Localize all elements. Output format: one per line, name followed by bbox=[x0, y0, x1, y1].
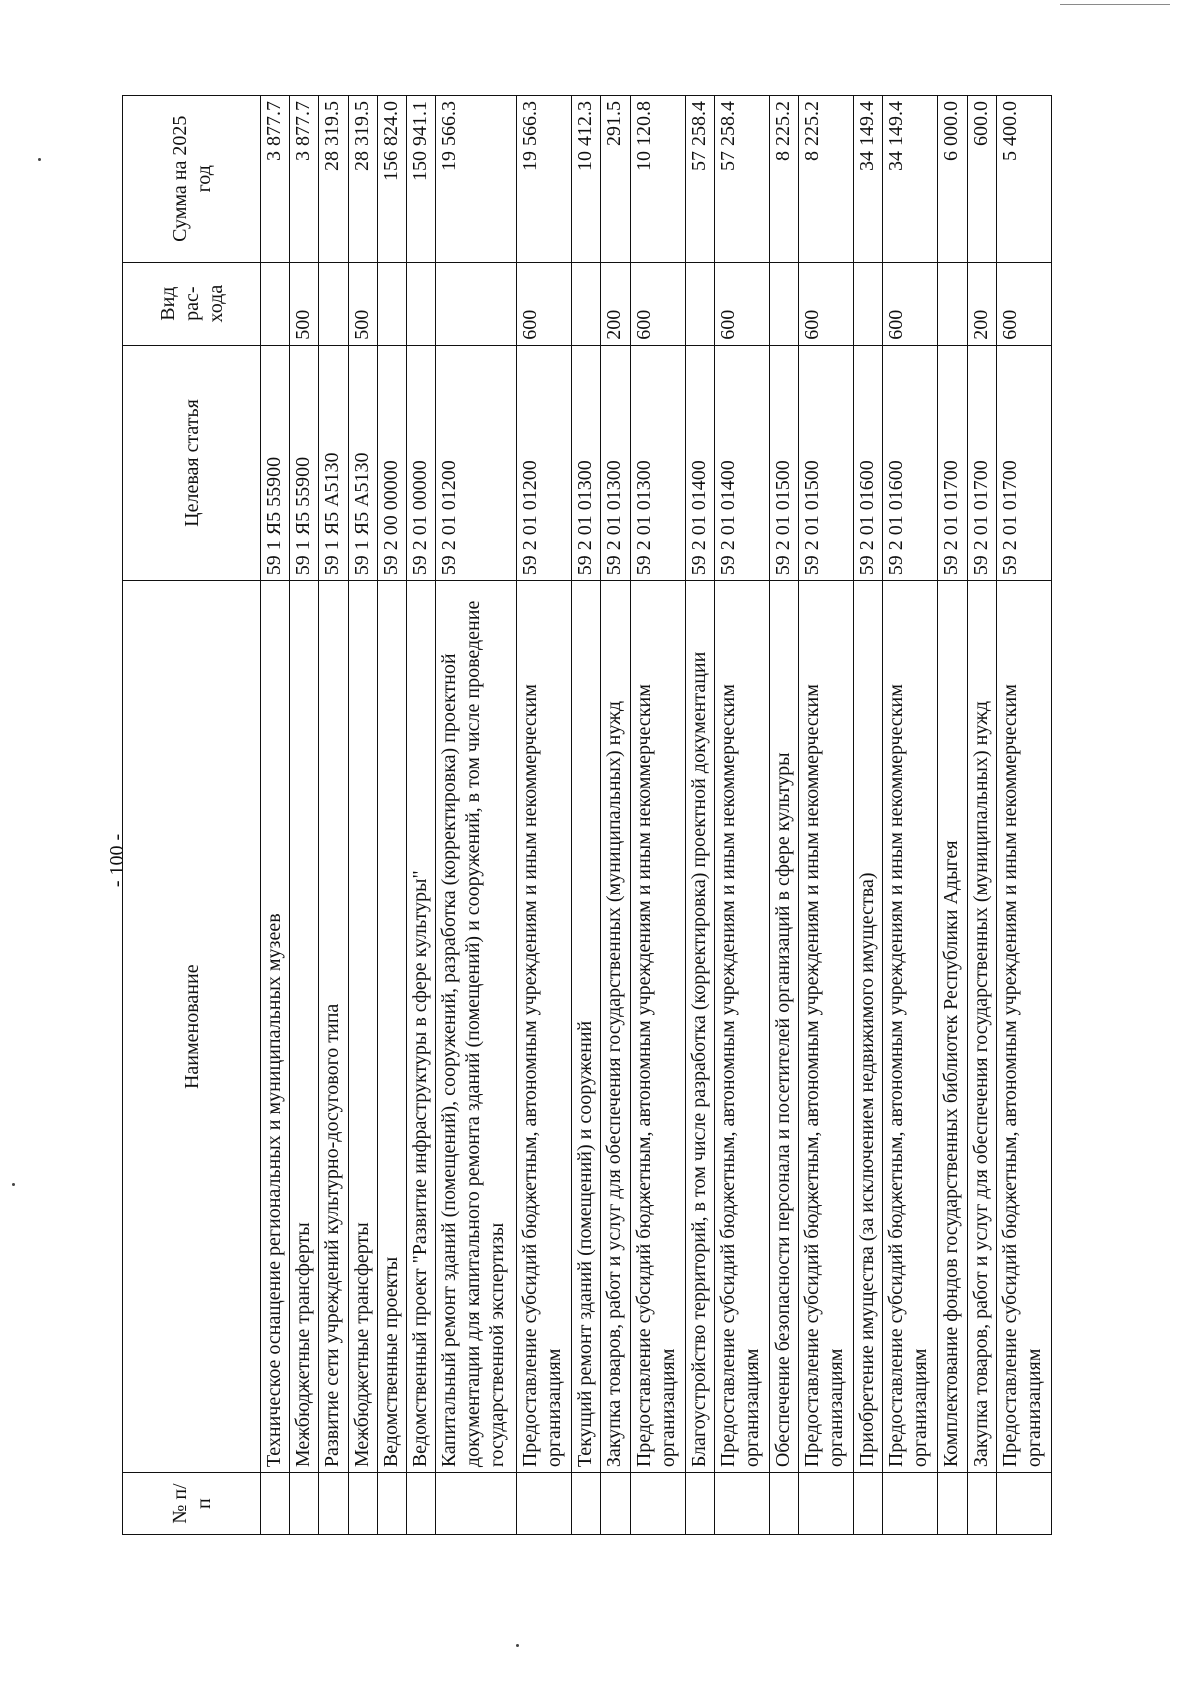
row-expense-type: 600 bbox=[799, 262, 854, 345]
row-expense-type bbox=[406, 262, 435, 345]
scan-speck bbox=[516, 1644, 519, 1647]
row-name: Обеспечение безопасности персонала и посетителей организаций в сфере культуры bbox=[769, 581, 798, 1473]
row-name: Текущий ремонт зданий (помещений) и сооружений bbox=[572, 581, 601, 1473]
row-name: Техническое оснащение региональных и муниципальных музеев bbox=[261, 581, 290, 1473]
row-name: Предоставление субсидий бюджетным, автономным учреждениям и иным некоммерческим организациям bbox=[714, 581, 769, 1473]
row-amount: 3 877.7 bbox=[261, 96, 290, 263]
table-row bbox=[967, 96, 996, 1535]
row-expense-type: 500 bbox=[348, 262, 377, 345]
scan-artifact-line bbox=[1060, 4, 1170, 5]
row-num bbox=[714, 1473, 769, 1535]
row-num bbox=[601, 1473, 630, 1535]
row-amount: 150 941.1 bbox=[406, 96, 435, 263]
row-article: 59 2 01 01400 bbox=[685, 345, 714, 580]
row-name: Предоставление субсидий бюджетным, автономным учреждениям и иным некоммерческим организациям bbox=[517, 581, 572, 1473]
row-num bbox=[854, 1473, 883, 1535]
row-name: Межбюджетные трансферты bbox=[348, 581, 377, 1473]
row-article: 59 2 00 00000 bbox=[377, 345, 406, 580]
row-expense-type: 600 bbox=[714, 262, 769, 345]
row-amount: 5 400.0 bbox=[996, 96, 1051, 263]
table-row bbox=[799, 96, 854, 1535]
row-expense-type: 500 bbox=[290, 262, 319, 345]
scan-speck bbox=[38, 158, 41, 161]
row-article: 59 2 01 01300 bbox=[630, 345, 685, 580]
row-expense-type: 200 bbox=[967, 262, 996, 345]
row-amount: 6 000.0 bbox=[938, 96, 967, 263]
row-article: 59 1 Я5 55900 bbox=[290, 345, 319, 580]
row-article: 59 2 01 01300 bbox=[572, 345, 601, 580]
row-name: Закупка товаров, работ и услуг для обеспечения государственных (муниципальных) нужд bbox=[967, 581, 996, 1473]
row-article: 59 2 01 01600 bbox=[854, 345, 883, 580]
row-num bbox=[406, 1473, 435, 1535]
row-name: Предоставление субсидий бюджетным, автономным учреждениям и иным некоммерческим организациям bbox=[799, 581, 854, 1473]
row-num bbox=[938, 1473, 967, 1535]
row-article: 59 2 01 01600 bbox=[883, 345, 938, 580]
row-name: Развитие сети учреждений культурно-досугового типа bbox=[319, 581, 348, 1473]
budget-table bbox=[122, 95, 1052, 1535]
header-amount: Сумма на 2025 год bbox=[123, 96, 261, 263]
scan-speck bbox=[12, 1183, 15, 1186]
header-expense-type: Вид рас- хода bbox=[123, 262, 261, 345]
header-article: Целевая статья bbox=[123, 345, 261, 580]
row-amount: 10 120.8 bbox=[630, 96, 685, 263]
row-expense-type: 600 bbox=[630, 262, 685, 345]
row-amount: 156 824.0 bbox=[377, 96, 406, 263]
table-row bbox=[630, 96, 685, 1535]
row-article: 59 2 01 01700 bbox=[967, 345, 996, 580]
row-num bbox=[377, 1473, 406, 1535]
row-article: 59 2 01 01300 bbox=[601, 345, 630, 580]
row-amount: 34 149.4 bbox=[883, 96, 938, 263]
row-article: 59 1 Я5 55900 bbox=[261, 345, 290, 580]
row-amount: 28 319.5 bbox=[319, 96, 348, 263]
table-row bbox=[377, 96, 406, 1535]
row-expense-type: 600 bbox=[996, 262, 1051, 345]
row-name: Благоустройство территорий, в том числе разработка (корректировка) проектной документации bbox=[685, 581, 714, 1473]
row-article: 59 2 01 01700 bbox=[938, 345, 967, 580]
table-row bbox=[517, 96, 572, 1535]
row-num bbox=[436, 1473, 517, 1535]
row-num bbox=[348, 1473, 377, 1535]
row-amount: 19 566.3 bbox=[517, 96, 572, 263]
row-name: Комплектование фондов государственных библиотек Республики Адыгея bbox=[938, 581, 967, 1473]
row-article: 59 1 Я5 А5130 bbox=[319, 345, 348, 580]
row-name: Ведомственный проект "Развитие инфраструктуры в сфере культуры" bbox=[406, 581, 435, 1473]
table-row bbox=[854, 96, 883, 1535]
row-expense-type bbox=[436, 262, 517, 345]
row-article: 59 1 Я5 А5130 bbox=[348, 345, 377, 580]
row-num bbox=[685, 1473, 714, 1535]
table-row bbox=[769, 96, 798, 1535]
row-num bbox=[967, 1473, 996, 1535]
row-article: 59 2 01 00000 bbox=[406, 345, 435, 580]
row-expense-type bbox=[769, 262, 798, 345]
row-amount: 28 319.5 bbox=[348, 96, 377, 263]
row-article: 59 2 01 01200 bbox=[436, 345, 517, 580]
table-row bbox=[406, 96, 435, 1535]
header-num: № п/п bbox=[123, 1473, 261, 1535]
row-amount: 10 412.3 bbox=[572, 96, 601, 263]
row-num bbox=[319, 1473, 348, 1535]
row-expense-type bbox=[319, 262, 348, 345]
row-num bbox=[799, 1473, 854, 1535]
header-name: Наименование bbox=[123, 581, 261, 1473]
table-row bbox=[319, 96, 348, 1535]
rotated-table-sheet bbox=[122, 95, 1052, 1535]
table-row bbox=[348, 96, 377, 1535]
table-row bbox=[685, 96, 714, 1535]
row-amount: 8 225.2 bbox=[769, 96, 798, 263]
table-row bbox=[290, 96, 319, 1535]
row-expense-type bbox=[261, 262, 290, 345]
row-num bbox=[996, 1473, 1051, 1535]
row-name: Ведомственные проекты bbox=[377, 581, 406, 1473]
row-amount: 34 149.4 bbox=[854, 96, 883, 263]
table-row bbox=[996, 96, 1051, 1535]
row-expense-type: 200 bbox=[601, 262, 630, 345]
row-amount: 57 258.4 bbox=[685, 96, 714, 263]
row-name: Межбюджетные трансферты bbox=[290, 581, 319, 1473]
row-num bbox=[261, 1473, 290, 1535]
row-expense-type bbox=[938, 262, 967, 345]
table-row bbox=[572, 96, 601, 1535]
row-amount: 19 566.3 bbox=[436, 96, 517, 263]
row-article: 59 2 01 01700 bbox=[996, 345, 1051, 580]
row-name: Предоставление субсидий бюджетным, автономным учреждениям и иным некоммерческим организациям bbox=[630, 581, 685, 1473]
row-num bbox=[517, 1473, 572, 1535]
page-number-text: - 100 - bbox=[106, 833, 129, 887]
row-name: Закупка товаров, работ и услуг для обеспечения государственных (муниципальных) нужд bbox=[601, 581, 630, 1473]
row-expense-type bbox=[685, 262, 714, 345]
table-row bbox=[261, 96, 290, 1535]
table-row bbox=[436, 96, 517, 1535]
row-num bbox=[572, 1473, 601, 1535]
table-row bbox=[714, 96, 769, 1535]
row-amount: 3 877.7 bbox=[290, 96, 319, 263]
row-expense-type bbox=[854, 262, 883, 345]
row-article: 59 2 01 01500 bbox=[799, 345, 854, 580]
row-amount: 57 258.4 bbox=[714, 96, 769, 263]
row-article: 59 2 01 01200 bbox=[517, 345, 572, 580]
table-header-row bbox=[123, 96, 261, 1535]
row-num bbox=[883, 1473, 938, 1535]
row-num bbox=[290, 1473, 319, 1535]
row-article: 59 2 01 01400 bbox=[714, 345, 769, 580]
table-body bbox=[261, 96, 1052, 1535]
table-row bbox=[938, 96, 967, 1535]
row-name: Предоставление субсидий бюджетным, автономным учреждениям и иным некоммерческим организациям bbox=[996, 581, 1051, 1473]
row-amount: 600.0 bbox=[967, 96, 996, 263]
row-num bbox=[769, 1473, 798, 1535]
row-expense-type bbox=[377, 262, 406, 345]
row-article: 59 2 01 01500 bbox=[769, 345, 798, 580]
row-expense-type: 600 bbox=[883, 262, 938, 345]
row-amount: 8 225.2 bbox=[799, 96, 854, 263]
row-amount: 291.5 bbox=[601, 96, 630, 263]
row-name: Капитальный ремонт зданий (помещений), сооружений, разработка (корректировка) проектной документации для капитального ремонта зданий (помещений) и сооружений, в том числе проведение государственной экспертизы bbox=[436, 581, 517, 1473]
row-num bbox=[630, 1473, 685, 1535]
row-expense-type bbox=[572, 262, 601, 345]
row-expense-type: 600 bbox=[517, 262, 572, 345]
row-name: Предоставление субсидий бюджетным, автономным учреждениям и иным некоммерческим организациям bbox=[883, 581, 938, 1473]
row-name: Приобретение имущества (за исключением недвижимого имущества) bbox=[854, 581, 883, 1473]
table-row bbox=[601, 96, 630, 1535]
table-row bbox=[883, 96, 938, 1535]
